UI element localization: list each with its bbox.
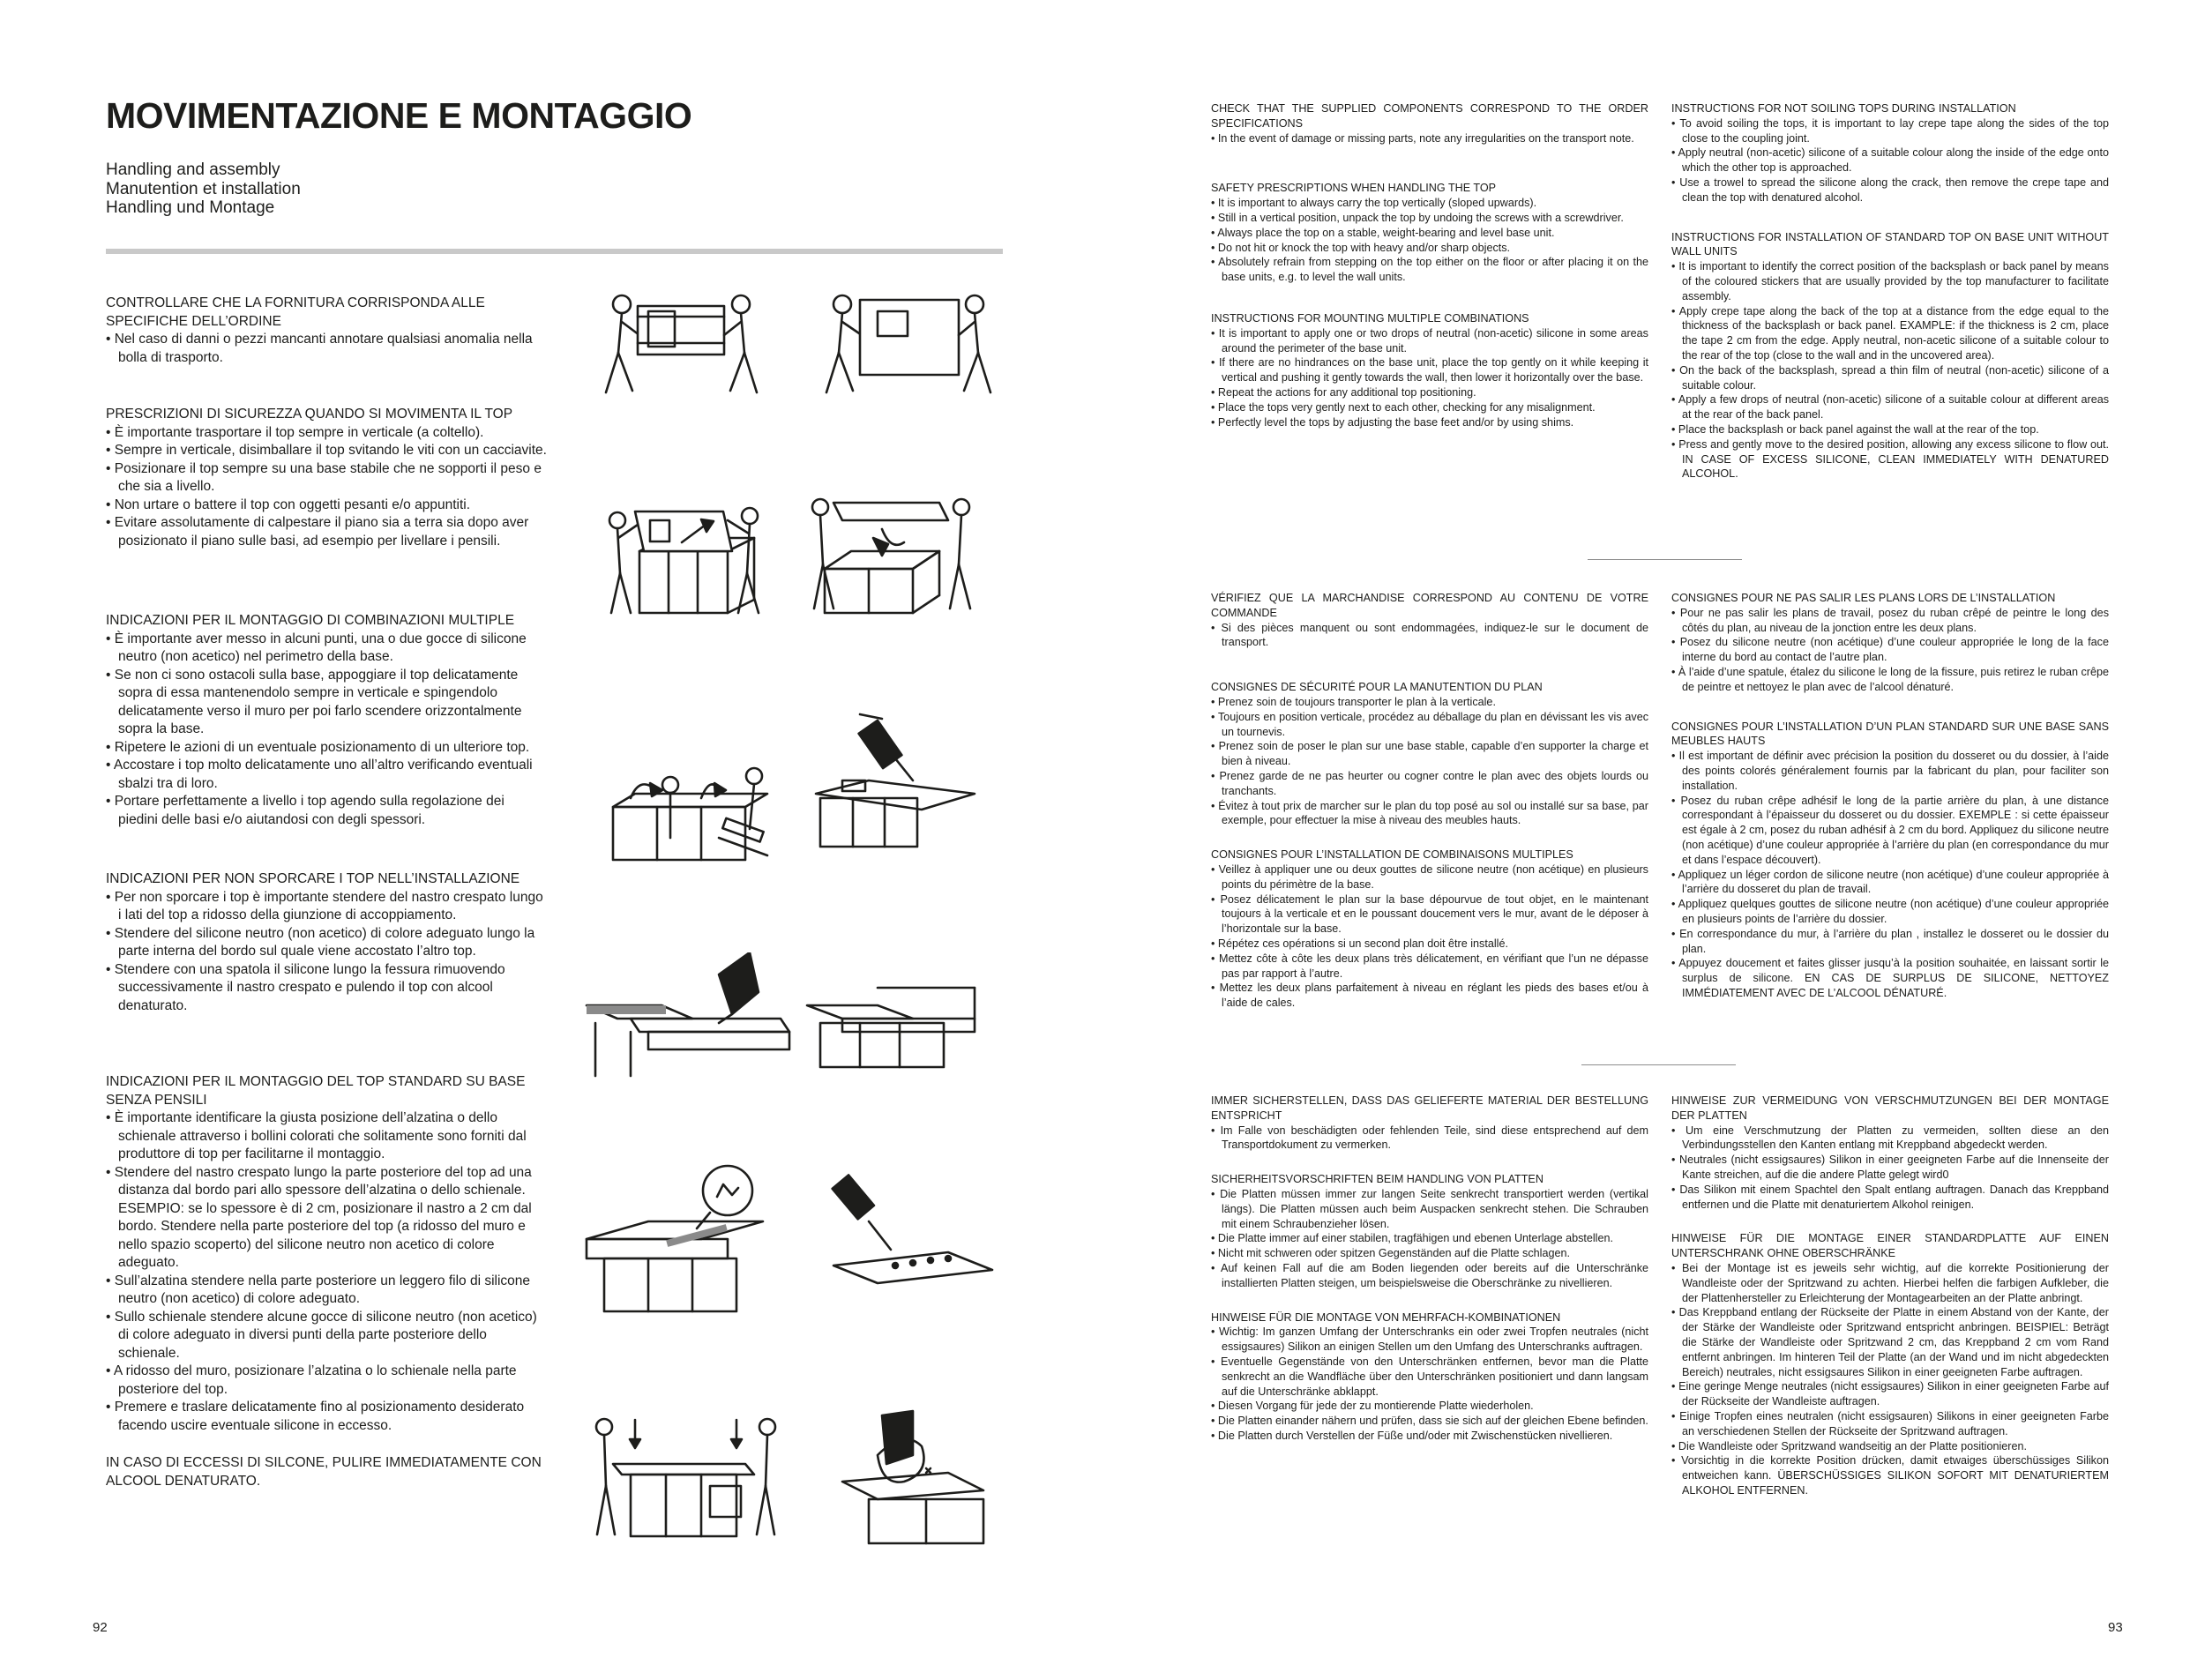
list-item: • Veillez à appliquer une ou deux gouttes de silicone neutre (non acétique) en plusieurs points du périmètre de la base.	[1211, 862, 1648, 892]
it-section-check-order	[106, 295, 547, 367]
fr-col2	[1671, 591, 2109, 1020]
de-safety-block	[1211, 1172, 1648, 1290]
list-item: • Accostare i top molto delicatamente uno all’altro verificando eventuali sbalzi tra di loro.	[106, 757, 547, 793]
list-item: • It is important to always carry the top vertically (sloped upwards).	[1211, 196, 1648, 211]
list-item: • Se non ci sono ostacoli sulla base, appoggiare il top delicatamente sopra di essa mantenendolo sempre in verticale e spingendolo delicatamente verso il muro per poi farlo scendere orizzontalmente sopra la base.	[106, 667, 547, 739]
list-item: • Repeat the actions for any additional top positioning.	[1211, 385, 1648, 400]
section-heading: HINWEISE ZUR VERMEIDUNG VON VERSCHMUTZUNGEN BEI DER MONTAGE DER PLATTEN	[1671, 1094, 2109, 1122]
list-item: • Prenez garde de ne pas heurter ou cogner contre le plan avec des objets lourds ou tranchants.	[1211, 769, 1648, 799]
section-heading: VÉRIFIEZ QUE LA MARCHANDISE CORRESPOND AU CONTENU DE VOTRE COMMANDE	[1211, 592, 1648, 619]
header-rule	[106, 249, 1003, 254]
list-item: • Bei der Montage ist es jeweils sehr wichtig, auf die korrekte Positionierung der Wandleiste oder der Spritzwand zu achten. Hierbei helfen die farbigen Aufkleber, die der Plattenhersteller zu Erleichterung der Montagearbeiten an der Platte anbringt.	[1671, 1261, 2109, 1305]
list-item: • Premere e traslare delicatamente fino al posizionamento desiderato facendo uscire eventuale silicone in eccesso.	[106, 1399, 547, 1435]
list-item: • To avoid soiling the tops, it is important to lay crepe tape along the sides of the top close to the coupling joint.	[1671, 116, 2109, 146]
list-item: • Neutrales (nicht essigsaures) Silikon in einer geeigneten Farbe auf die Innenseite der Kante streichen, auf die die andere Platte gelegt wird0	[1671, 1153, 2109, 1183]
list-item: • Um eine Verschmutzung der Platten zu vermeiden, sollten diese an den Verbindungsstellen den Kanten entlang mit Kreppband abgedeckt werden.	[1671, 1124, 2109, 1154]
list-item: • Vorsichtig in die korrekte Position drücken, damit etwaiges überschüssiges Silikon entweichen kann. ÜBERSCHÜSSIGES SILIKON SOFORT MIT DENATURIERTEM ALKOHOL ENTFERNEN.	[1671, 1453, 2109, 1497]
list-item: • Si des pièces manquent ou sont endommagées, indiquez-le sur le document de transport.	[1211, 621, 1648, 651]
it-section-multiple	[106, 612, 547, 829]
list-item: • È importante trasportare il top sempre in verticale (a coltello).	[106, 424, 547, 443]
press-backsplash-illustration	[578, 1402, 1019, 1552]
en-multiple-block	[1211, 311, 1648, 429]
list-item: • Évitez à tout prix de marcher sur le plan du top posé au sol ou installé sur sa base, par exemple, pour effectuer la mise à niveau des meubles hauts.	[1211, 799, 1648, 829]
list-item: • Non urtare o battere il top con oggetti pesanti e/o appuntiti.	[106, 497, 547, 515]
list-item: • Apply neutral (non-acetic) silicone of a suitable colour along the inside of the edge onto which the other top is approached.	[1671, 146, 2109, 175]
de-check-block	[1211, 1094, 1648, 1153]
list-item: • If there are no hindrances on the base unit, place the top gently on it while keeping it vertical and pushing it gently towards the wall, then lower it horizontally over the base.	[1211, 355, 1648, 385]
it-section-no-soiling	[106, 870, 547, 1015]
list-item: • Die Platte immer auf einer stabilen, tragfähigen und ebenen Unterlage abstellen.	[1211, 1231, 1648, 1246]
en-check-block	[1211, 101, 1648, 146]
section-heading: INSTRUCTIONS FOR NOT SOILING TOPS DURING INSTALLATION	[1671, 102, 2016, 115]
list-item: • Evitare assolutamente di calpestare il piano sia a terra sia dopo aver posizionato il piano sulle basi, ad esempio per livellare i pensili.	[106, 514, 547, 550]
lower-onto-base	[812, 499, 970, 613]
list-item: • Sempre in verticale, disimballare il top svitando le viti con un cacciavite.	[106, 442, 547, 460]
list-item: • Still in a vertical position, unpack the top by undoing the screws with a screwdriver.	[1211, 211, 1648, 226]
list-item: • Absolutely refrain from stepping on the top either on the floor or after placing it on the base units, e.g. to level the wall units.	[1211, 255, 1648, 285]
lift-onto-base	[609, 508, 759, 613]
section-heading: SICHERHEITSVORSCHRIFTEN BEIM HANDLING VON PLATTEN	[1211, 1173, 1544, 1186]
list-item: • Die Platten durch Verstellen der Füße und/oder mit Zwischenstücken nivellieren.	[1211, 1429, 1648, 1444]
fr-multiple-block	[1211, 847, 1648, 1011]
list-item: • Eine geringe Menge neutrales (nicht essigsaures) Silikon in einer geeigneten Farbe auf der Rückseite der Wandleiste auftragen.	[1671, 1379, 2109, 1409]
list-item: • Portare perfettamente a livello i top agendo sulla regolazione dei piedini delle basi e/o aiutandosi con degli spessori.	[106, 793, 547, 829]
carry-top-illustration	[578, 287, 1019, 406]
list-item: • Wichtig: Im ganzen Umfang der Unterschranks ein oder zwei Tropfen neutrales (nicht essigsaures) Silikon an einigen Stellen um den Umfang des Unterschranks auftragen.	[1211, 1325, 1648, 1355]
it-section-safety	[106, 406, 547, 550]
fr-check-block	[1211, 591, 1648, 650]
de-soiling-block	[1671, 1094, 2109, 1212]
en-col2	[1671, 101, 2109, 501]
list-item: • Appuyez doucement et faites glisser jusqu’à la position souhaitée, en laissant sortir le surplus de silicone. EN CAS DE SURPLUS DE SILICONE, NETTOYEZ IMMÉDIATEMENT AVEC DE L’ALCOOL DÉNATURÉ.	[1671, 956, 2109, 1000]
page-number-left: 92	[93, 1620, 108, 1635]
subtitle-de: Handling und Montage	[106, 198, 275, 217]
list-item: • Die Platten müssen immer zur langen Seite senkrecht transportiert werden (vertikal längs). Die Platten müssen auch beim Auspacken senkrecht stehen. Die Schrauben mit einem Schraubenzieher lösen.	[1211, 1187, 1648, 1231]
section-heading: PRESCRIZIONI DI SICUREZZA QUANDO SI MOVIMENTA IL TOP	[106, 407, 513, 422]
section-heading: CONTROLLARE CHE LA FORNITURA CORRISPONDA ALLE SPECIFICHE DELL’ORDINE	[106, 295, 485, 329]
list-item: • Einige Tropfen eines neutralen (nicht essigsauren) Silikons in einer geeigneten Farbe an verschiedenen Stellen der Rückseite der Spritzwand auftragen.	[1671, 1409, 2109, 1439]
section-heading: INSTRUCTIONS FOR INSTALLATION OF STANDARD TOP ON BASE UNIT WITHOUT WALL UNITS	[1671, 230, 2109, 258]
list-item: • Stendere del silicone neutro (non acetico) di colore adeguato lungo la parte interna del bordo sul quale viene accostato l’altro top.	[106, 925, 547, 961]
de-col2	[1671, 1094, 2109, 1518]
de-multiple-block	[1211, 1310, 1648, 1444]
list-item: • Eventuelle Gegenstände von den Unterschränken entfernen, bevor man die Platte senkrecht an die Wandfläche über den Unterschränken positioniert und dann langsam auf die Unterschränke abklappt.	[1211, 1355, 1648, 1399]
en-col1	[1211, 101, 1648, 449]
fr-col1	[1211, 591, 1648, 1030]
fr-standard-block	[1671, 720, 2109, 1001]
list-item: • Appliquez quelques gouttes de silicone neutre (non acétique) d’une couleur appropriée en plusieurs points de l’arrière du dossier.	[1671, 897, 2109, 927]
spatula-illustration	[578, 952, 1019, 1089]
en-safety-block	[1211, 181, 1648, 285]
list-item: • Il est important de définir avec précision la position du dosseret ou du dossier, à l’aide des points colorés généralement fournis par la fabricant du plan, pour faciliter son installation.	[1671, 749, 2109, 793]
list-item: • Prenez soin de toujours transporter le plan à la verticale.	[1211, 695, 1648, 710]
silicone-gun-on-base	[816, 714, 975, 847]
list-item: • Posizionare il top sempre su una base stabile che ne sopporti il peso e che sia a livello.	[106, 460, 547, 497]
list-item: • Ripetere le azioni di un eventuale posizionamento di un ulteriore top.	[106, 739, 547, 758]
separator-en-fr	[1588, 559, 1742, 560]
list-item: • Appliquez un léger cordon de silicone neutre (non acétique) d’une couleur appropriée à l’arrière du dosseret du plan de travail.	[1671, 868, 2109, 898]
list-item: • È importante aver messo in alcuni punti, una o due gocce di silicone neutro (non acetico) nel perimetro della base.	[106, 631, 547, 667]
list-item: • Prenez soin de poser le plan sur une base stable, capable d’en supporter la charge et bien à niveau.	[1211, 739, 1648, 769]
list-item: • Toujours en position verticale, procédez au déballage du plan en dévissant les vis avec un tournevis.	[1211, 710, 1648, 740]
multiple-combinations-illustration	[578, 706, 1019, 873]
list-item: • À l’aide d’une spatule, étalez du silicone le long de la fissure, puis retirez le ruban crêpe de peintre et nettoyez le plan avec de l’alcool dénaturé.	[1671, 665, 2109, 695]
de-standard-block	[1671, 1231, 2109, 1497]
section-heading: HINWEISE FÜR DIE MONTAGE EINER STANDARDPLATTE AUF EINEN UNTERSCHRANK OHNE OBERSCHRÄNKE	[1671, 1232, 2109, 1260]
section-heading: INDICAZIONI PER NON SPORCARE I TOP NELL’INSTALLAZIONE	[106, 871, 520, 886]
section-heading: CONSIGNES DE SÉCURITÉ POUR LA MANUTENTION DU PLAN	[1211, 681, 1543, 694]
section-heading: IMMER SICHERSTELLEN, DASS DAS GELIEFERTE MATERIAL DER BESTELLUNG ENTSPRICHT	[1211, 1094, 1648, 1122]
list-item: • Use a trowel to spread the silicone along the crack, then remove the crepe tape and clean the top with denatured alcohol.	[1671, 175, 2109, 205]
section-heading: INSTRUCTIONS FOR MOUNTING MULTIPLE COMBINATIONS	[1211, 311, 1529, 325]
sticker-and-tape	[587, 1166, 763, 1311]
list-item: • Sull’alzatina stendere nella parte posteriore un leggero filo di silicone neutro (non acetico) di colore adeguato.	[106, 1273, 547, 1309]
section-heading: CONSIGNES POUR NE PAS SALIR LES PLANS LORS DE L’INSTALLATION	[1671, 592, 2056, 604]
lift-multiple	[613, 768, 767, 860]
list-item: • Posez du ruban crêpe adhésif le long de la partie arrière du plan, à une distance correspondant à l’épaisseur du dosseret ou du dossier. EXEMPLE : si cette épaisseur est égale à 2 cm, posez du ruban adhésif à 2 cm du bord. Appliquez du silicone neutre (non acétique) d’une couleur appropriée à l’arrière du plan (en correspondance du mur et dans l’espace découvert).	[1671, 794, 2109, 868]
list-item: • Das Silikon mit einem Spachtel den Spalt entlang auftragen. Danach das Kreppband entfernen und die Platte mit denaturiertem Alkohol reinigen.	[1671, 1183, 2109, 1213]
list-item: • Apply crepe tape along the back of the top at a distance from the edge equal to the thickness of the backsplash or back panel. EXAMPLE: if the thickness is 2 cm, place the tape 2 cm from the edge. Apply neutral, non-acetic silicone of a suitable colour to the rear of the top (close to the wall and in the uncovered area).	[1671, 304, 2109, 363]
list-item: • Posez du silicone neutre (non acétique) d’une couleur appropriée le long de la face interne du bord au contact de l’autre plan.	[1671, 635, 2109, 665]
list-item: • Press and gently move to the desired position, allowing any excess silicone to flow out. IN CASE OF EXCESS SILICONE, CLEAN IMMEDIATELY WITH DENATURED ALCOHOL.	[1671, 437, 2109, 482]
page-number-right: 93	[2108, 1620, 2123, 1635]
list-item: • È importante identificare la giusta posizione dell’alzatina o dello schienale attraverso i bollini colorati che solitamente sono forniti dal produttore di top per facilitarne il montaggio.	[106, 1109, 547, 1164]
en-standard-block	[1671, 230, 2109, 482]
list-item: • Mettez côte à côte les deux plans très délicatement, en vérifiant que l’un ne dépasse pas par rapport à l’autre.	[1211, 952, 1648, 982]
page-title: MOVIMENTAZIONE E MONTAGGIO	[106, 95, 692, 136]
list-item: • Répétez ces opérations si un second plan doit être installé.	[1211, 937, 1648, 952]
fr-soiling-block	[1671, 591, 2109, 695]
clean-with-cloth	[842, 1411, 983, 1543]
list-item: • Sullo schienale stendere alcune gocce di silicone neutro (non acetico) di colore adeguato in diversi punti della parte posteriore dello schienale.	[106, 1309, 547, 1363]
section-heading: SAFETY PRESCRIPTIONS WHEN HANDLING THE TOP	[1211, 182, 1497, 195]
warning-note: IN CASO DI ECCESSI DI SILCONE, PULIRE IMMEDIATAMENTE CON ALCOOL DENATURATO.	[106, 1455, 542, 1489]
subtitle-en: Handling and assembly	[106, 161, 280, 179]
list-item: • Posez délicatement le plan sur la base dépourvue de tout objet, en le maintenant toujours à la verticale et en le poussant doucement vers le mur, avant de le déposer à l’horizontale sur la base.	[1211, 892, 1648, 937]
list-item: • Mettez les deux plans parfaitement à niveau en réglant les pieds des bases et/ou à l’aide de cales.	[1211, 981, 1648, 1011]
subtitle-fr: Manutention et installation	[106, 179, 301, 198]
fr-safety-block	[1211, 680, 1648, 828]
list-item: • Do not hit or knock the top with heavy and/or sharp objects.	[1211, 241, 1648, 256]
list-item: • Place the backsplash or back panel against the wall at the rear of the top.	[1671, 422, 2109, 437]
list-item: • Nel caso di danni o pezzi mancanti annotare qualsiasi anomalia nella bolla di trasporto.	[106, 331, 547, 367]
list-item: • Place the tops very gently next to each other, checking for any misalignment.	[1211, 400, 1648, 415]
list-item: • It is important to identify the correct position of the backsplash or back panel by means of the coloured stickers that are usually provided by the top manufacturer to facilitate assembly.	[1671, 259, 2109, 303]
list-item: • On the back of the backsplash, spread a thin film of neutral (non-acetic) silicone of a suitable colour.	[1671, 363, 2109, 393]
list-item: • A ridosso del muro, posizionare l’alzatina o lo schienale nella parte posteriore del top.	[106, 1363, 547, 1399]
gun-drops	[833, 1175, 992, 1283]
section-heading: CHECK THAT THE SUPPLIED COMPONENTS CORRESPOND TO THE ORDER SPECIFICATIONS	[1211, 102, 1648, 130]
list-item: • Im Falle von beschädigten oder fehlenden Teile, sind diese entsprechend auf dem Transportdokument zu vermerken.	[1211, 1124, 1648, 1154]
backsplash-illustration	[578, 1151, 1019, 1327]
list-item: • In the event of damage or missing parts, note any irregularities on the transport note.	[1211, 131, 1648, 146]
list-item: • Pour ne pas salir les plans de travail, posez du ruban crêpé de peintre le long des côtés du plan, au niveau de la jonction entre les deux plans.	[1671, 606, 2109, 636]
list-item: • Das Kreppband entlang der Rückseite der Platte in einem Abstand von der Kante, der der Stärke der Wandleiste oder Spritzwand entspricht anbringen. BEISPIEL: Beträgt die Stärke der Wandleiste oder Spritzwand 2 cm, das Kreppband 2 cm vom Rand entfernt anbringen. Im hinteren Teil der Platte (an der Wand und im nicht abgedeckten Bereich) neutrales, nicht essigsaures Silikon in einer geeigneten Farbe auftragen.	[1671, 1305, 2109, 1379]
list-item: • Auf keinen Fall auf die am Boden liegenden oder bereits auf die Unterschränke installierten Platten steigen, um beispielsweise die Oberschränke zu nivellieren.	[1211, 1261, 1648, 1291]
separator-fr-de	[1581, 1064, 1736, 1065]
list-item: • Stendere con una spatola il silicone lungo la fessura rimuovendo successivamente il nastro crespato e pulendo il top con alcool denaturato.	[106, 961, 547, 1016]
list-item: • Perfectly level the tops by adjusting the base feet and/or by using shims.	[1211, 415, 1648, 430]
spatula-on-joint	[587, 952, 789, 1076]
de-col1	[1211, 1094, 1648, 1463]
section-heading: CONSIGNES POUR L’INSTALLATION DE COMBINAISONS MULTIPLES	[1211, 848, 1573, 862]
en-soiling-block	[1671, 101, 2109, 205]
place-backsplash	[596, 1419, 775, 1536]
section-heading: INDICAZIONI PER IL MONTAGGIO DI COMBINAZIONI MULTIPLE	[106, 613, 515, 628]
list-item: • Nicht mit schweren oder spitzen Gegenständen auf die Platte schlagen.	[1211, 1246, 1648, 1261]
section-heading: HINWEISE FÜR DIE MONTAGE VON MEHRFACH-KOMBINATIONEN	[1211, 1310, 1561, 1324]
list-item: • Stendere del nastro crespato lungo la parte posteriore del top ad una distanza dal bordo pari allo spessore dell’alzatina o dello schienale. ESEMPIO: se lo spessore è di 2 cm, posizionare il nastro a 2 cm dal bordo. Stendere nella parte posteriore del top (a ridosso del muro e nello spazio scoperto) del silicone neutro non acetico di colore adeguato.	[106, 1164, 547, 1273]
list-item: • It is important to apply one or two drops of neutral (non-acetic) silicone in some areas around the perimeter of the base unit.	[1211, 326, 1648, 356]
list-item: • Always place the top on a stable, weight-bearing and level base unit.	[1211, 226, 1648, 241]
section-heading: CONSIGNES POUR L’INSTALLATION D’UN PLAN STANDARD SUR UNE BASE SANS MEUBLES HAUTS	[1671, 720, 2109, 748]
carry-unpacked-figure	[826, 295, 990, 392]
it-section-standard-top	[106, 1073, 547, 1490]
list-item: • En correspondance du mur, à l’arrière du plan , installez le dosseret ou le dossier du plan.	[1671, 927, 2109, 957]
place-top-illustration	[578, 489, 1019, 622]
carry-vertical-figure	[606, 295, 757, 392]
section-heading: INDICAZIONI PER IL MONTAGGIO DEL TOP STANDARD SU BASE SENZA PENSILI	[106, 1074, 526, 1108]
list-item: • Diesen Vorgang für jede der zu montierende Platte wiederholen.	[1211, 1399, 1648, 1414]
subtitle-list	[106, 161, 301, 218]
clean-joint	[807, 988, 975, 1067]
list-item: • Apply a few drops of neutral (non-acetic) silicone of a suitable colour at different areas at the rear of the back panel.	[1671, 392, 2109, 422]
list-item: • Die Platten einander nähern und prüfen, dass sie sich auf der gleichen Ebene befinden.	[1211, 1414, 1648, 1429]
list-item: • Per non sporcare i top è importante stendere del nastro crespato lungo i lati del top a ridosso della giunzione di accoppiamento.	[106, 889, 547, 925]
list-item: • Die Wandleiste oder Spritzwand wandseitig an der Platte positionieren.	[1671, 1439, 2109, 1454]
